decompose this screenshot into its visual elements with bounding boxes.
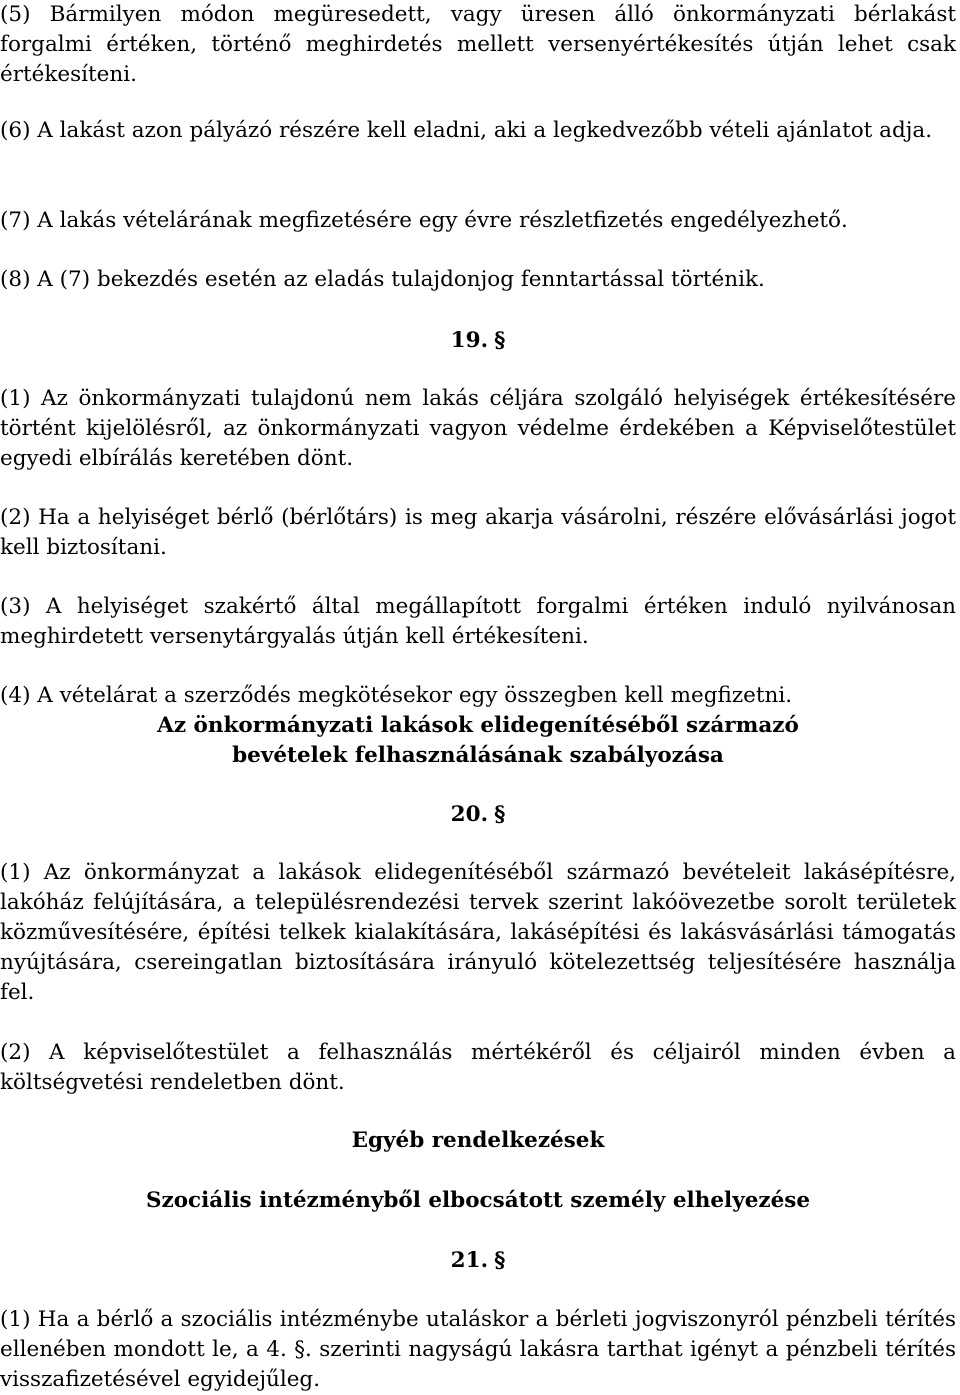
section-19-paragraph-1: (1) Az önkormányzati tulajdonú nem lakás céljára szolgáló helyiségek értékesítésére történt kijelölésről, az önkormányzati vagyon védelme érdekében a Képviselőtestület egyedi elbírálás keretében dönt. (0, 386, 956, 471)
section-19-heading (0, 326, 956, 356)
section-21-heading (0, 1246, 956, 1276)
section-21-paragraph-1: (1) Ha a bérlő a szociális intézménybe utaláskor a bérleti jogviszonyról pénzbeli térítés ellenében mondott le, a 4. §. szerinti nagyságú lakásra tarthat igényt a pénzbeli térítés visszafizetésével egyidejűleg. (0, 1307, 956, 1392)
section-symbol: § (494, 1248, 506, 1273)
chapter-heading-line-2: bevételek felhasználásának szabályozása (232, 743, 724, 768)
paragraph-6: (6) A lakást azon pályázó részére kell eladni, aki a legkedvezőbb vételi ajánlatot adja. (0, 118, 933, 143)
section-20-paragraph-1: (1) Az önkormányzat a lakások elidegenítéséből származó bevételeit lakásépítésre, lakóház felújítására, a településrendezési tervek szerint lakóövezetbe sorolt területek közművesítésére, építési telkek kialakítására, lakásépítési és lakásvásárlási támogatás nyújtására, csereingatlan biztosítására irányuló kötelezettség teljesítésére használja fel. (0, 860, 956, 1005)
section-number: 20. (450, 802, 489, 827)
section-symbol: § (494, 328, 506, 353)
section-20-heading (0, 800, 956, 830)
section-number: 21. (450, 1248, 489, 1273)
paragraph-7: (7) A lakás vételárának megfizetésére egy évre részletfizetés engedélyezhető. (0, 208, 848, 233)
section-20-paragraph-2: (2) A képviselőtestület a felhasználás mértékéről és céljairól minden évben a költségvetési rendeletben dönt. (0, 1040, 956, 1095)
section-19-paragraph-4: (4) A vételárat a szerződés megkötésekor egy összegben kell megfizetni. (0, 683, 793, 708)
paragraph-5: (5) Bármilyen módon megüresedett, vagy üresen álló önkormányzati bérlakást forgalmi értéken, történő meghirdetés mellett versenyértékesítés útján lehet csak értékesíteni. (0, 2, 956, 87)
section-number: 19. (450, 328, 489, 353)
section-symbol: § (494, 802, 506, 827)
section-19-paragraph-3: (3) A helyiséget szakértő által megállapított forgalmi értéken induló nyilvánosan meghirdetett versenytárgyalás útján kell értékesíteni. (0, 594, 956, 649)
chapter-heading-other: Egyéb rendelkezések (351, 1128, 605, 1153)
chapter-heading-line-1: Az önkormányzati lakások elidegenítéséből származó (157, 713, 799, 738)
section-19-paragraph-2: (2) Ha a helyiséget bérlő (bérlőtárs) is meg akarja vásárolni, részére elővásárlási jogot kell biztosítani. (0, 505, 956, 560)
chapter-heading-social: Szociális intézményből elbocsátott személy elhelyezése (145, 1188, 811, 1213)
paragraph-8: (8) A (7) bekezdés esetén az eladás tulajdonjog fenntartással történik. (0, 267, 765, 292)
